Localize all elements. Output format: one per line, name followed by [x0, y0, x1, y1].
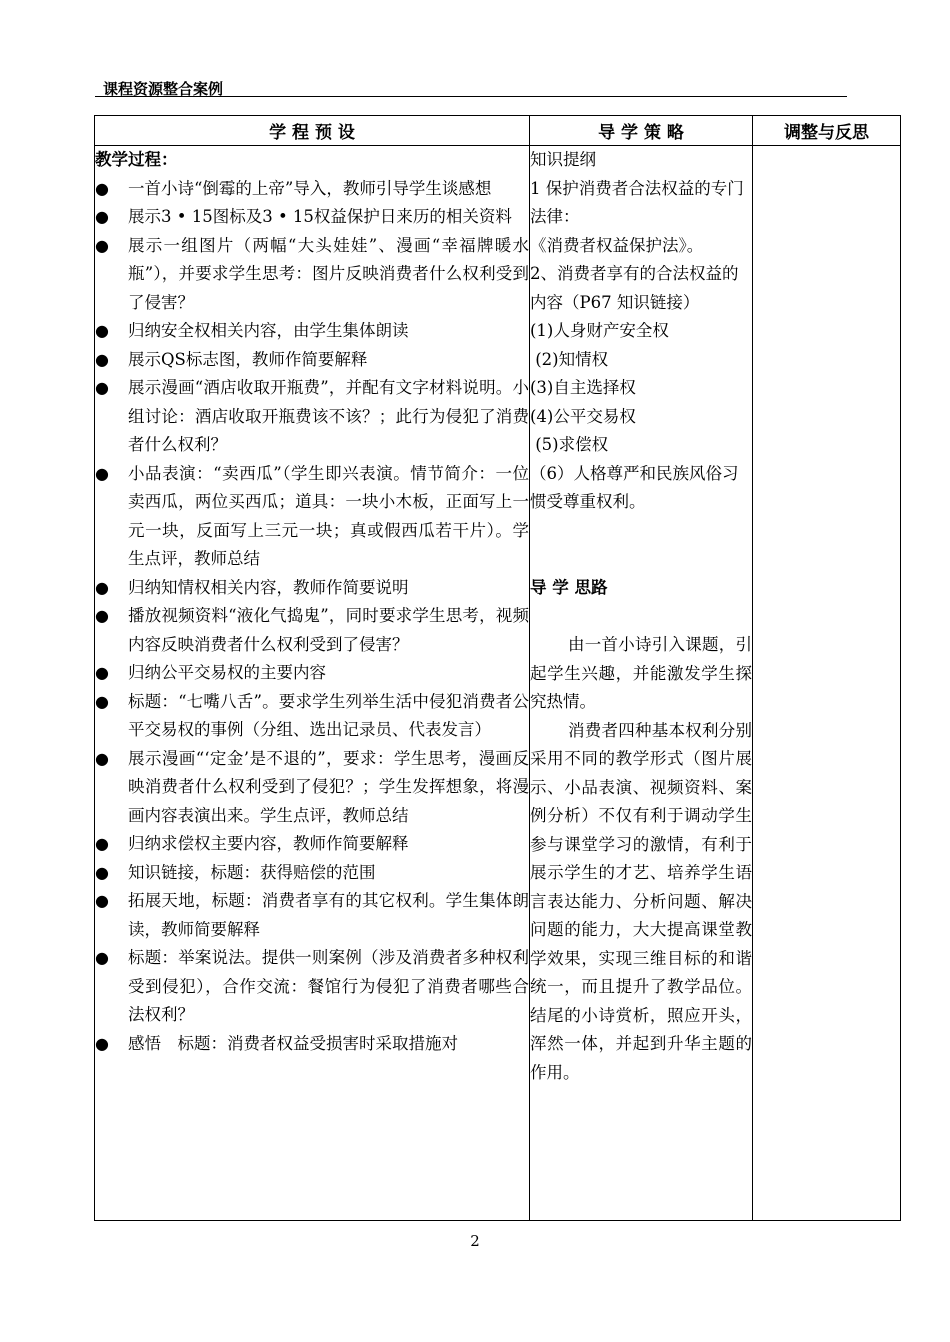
step-text: 标题：“七嘴八舌”。要求学生列举生活中侵犯消费者公平交易权的事例（分组、选出记录员、代表发言）: [128, 691, 529, 739]
strategy-paragraph: 消费者四种基本权利分别采用不同的教学形式（图片展示、小品表演、视频资料、案例分析）不仅有利于调动学生参与课堂学习的激情，有利于展示学生的才艺、培养学生语言表达能力、分析问题、解决问题的能力，大大提高课堂教学效果，实现三维目标的和谐统一，而且提升了教学品位。结尾的小诗赏析，照应开头，浑然一体，并起到升华主题的作用。: [530, 720, 752, 1082]
step-text: 拓展天地，标题：消费者享有的其它权利。学生集体朗读，教师简要解释: [128, 891, 529, 939]
bullet-icon: ●: [95, 378, 109, 397]
lesson-plan-table: [94, 115, 901, 1221]
bullet-icon: ●: [95, 463, 109, 483]
bullet-icon: ●: [95, 948, 109, 967]
bullet-icon: ●: [95, 321, 109, 340]
step-text: 归纳公平交易权的主要内容: [128, 663, 326, 682]
column-header-process: 学 程 预 设: [95, 116, 530, 146]
outline-list: [530, 175, 752, 517]
bullet-icon: ●: [95, 891, 109, 910]
bullet-icon: ●: [95, 663, 109, 682]
step-text: 归纳知情权相关内容，教师作简要说明: [128, 577, 409, 597]
list-item: [95, 745, 529, 831]
list-item: [95, 317, 529, 346]
outline-line: （6）人格尊严和民族风俗习惯受尊重权利。: [530, 463, 739, 511]
bullet-icon: ●: [95, 1033, 109, 1053]
step-text: 展示漫画“‘定金’是不退的”，要求：学生思考，漫画反映消费者什么权利受到了侵犯？；学生发挥想象，将漫画内容表演出来。学生点评，教师总结: [128, 748, 529, 825]
list-item: [95, 944, 529, 1030]
list-item: [95, 374, 529, 460]
teaching-steps-list: [95, 175, 529, 1059]
step-text: 归纳求偿权主要内容，教师作简要解释: [128, 834, 409, 853]
outline-line: 1 保护消费者合法权益的专门法律：: [530, 178, 744, 226]
idea-title: 导 学 思路: [530, 577, 608, 597]
table-content-row: [95, 146, 901, 1221]
outline-line: (1)人身财产安全权: [530, 321, 669, 340]
teaching-process-cell: [95, 146, 530, 1221]
strategy-paragraph: 由一首小诗引入课题，引起学生兴趣，并能激发学生探究热情。: [530, 635, 752, 711]
column-header-strategy: 导 学 策 略: [530, 116, 753, 146]
step-text: 展示QS标志图，教师作简要解释: [128, 349, 368, 369]
strategy-cell: [530, 146, 753, 1221]
outline-line: 《消费者权益保护法》。: [530, 235, 704, 255]
bullet-icon: ●: [95, 235, 109, 255]
bullet-icon: ●: [95, 207, 109, 226]
list-item: [95, 887, 529, 944]
list-item: [95, 203, 529, 232]
step-text: 一首小诗“倒霉的上帝”导入，教师引导学生谈感想: [128, 178, 492, 198]
step-text: 展示一组图片（两幅“大头娃娃”、漫画“幸福牌暖水瓶”），并要求学生思考：图片反映消费者什么权利受到了侵害？: [128, 235, 529, 312]
step-text: 小品表演：“卖西瓜”（学生即兴表演。情节简介：一位卖西瓜，两位买西瓜；道具：一块小木板，正面写上一元一块，反面写上三元一块；真或假西瓜若干片）。学生点评，教师总结: [128, 463, 529, 568]
step-text: 归纳安全权相关内容，由学生集体朗读: [128, 321, 409, 340]
step-text: 标题：举案说法。提供一则案例（涉及消费者多种权利受到侵犯），合作交流：餐馆行为侵犯了消费者哪些合法权利？: [128, 948, 529, 1024]
list-item: [95, 460, 529, 574]
outline-line: (5)求偿权: [530, 435, 609, 454]
list-item: [95, 830, 529, 859]
outline-line: (3)自主选择权: [530, 378, 636, 397]
step-text: 展示3 • 15图标及3 • 15权益保护日来历的相关资料: [128, 207, 512, 226]
bullet-icon: ●: [95, 748, 109, 768]
list-item: [95, 859, 529, 888]
step-text: 播放视频资料“液化气捣鬼”，同时要求学生思考，视频内容反映消费者什么权利受到了侵害？: [128, 606, 529, 654]
reflection-cell: [753, 146, 901, 1221]
bullet-icon: ●: [95, 577, 109, 597]
list-item: [95, 1030, 529, 1059]
list-item: [95, 659, 529, 688]
outline-line: (2)知情权: [530, 349, 609, 369]
outline-title: 知识提纲: [530, 150, 596, 169]
bullet-icon: ●: [95, 178, 109, 198]
header-divider: [95, 96, 847, 97]
list-item: [95, 688, 529, 745]
list-item: [95, 232, 529, 318]
bullet-icon: ●: [95, 862, 109, 882]
list-item: [95, 346, 529, 375]
list-item: [95, 175, 529, 204]
table-header-row: [95, 116, 901, 146]
outline-line: (4)公平交易权: [530, 406, 636, 426]
knowledge-outline: [530, 146, 752, 517]
process-title: 教学过程：: [95, 150, 178, 169]
bullet-icon: ●: [95, 606, 109, 625]
bullet-icon: ●: [95, 834, 109, 853]
page-number: 2: [470, 1232, 480, 1250]
document-header-title: 课程资源整合案例: [103, 80, 224, 98]
spacer: [530, 517, 752, 574]
step-text: 知识链接，标题：获得赔偿的范围: [128, 862, 376, 882]
list-item: [95, 574, 529, 603]
bullet-icon: ●: [95, 349, 109, 369]
outline-line: 2、消费者享有的合法权益的内容（P67 知识链接）: [530, 264, 739, 312]
step-text: 感悟 标题：消费者权益受损害时采取措施对: [128, 1033, 458, 1053]
step-text: 展示漫画“酒店收取开瓶费”，并配有文字材料说明。小组讨论：酒店收取开瓶费该不该？；此行为侵犯了消费者什么权利？: [128, 378, 529, 454]
list-item: [95, 602, 529, 659]
column-header-reflection: 调整与反思: [753, 116, 901, 146]
bullet-icon: ●: [95, 691, 109, 711]
